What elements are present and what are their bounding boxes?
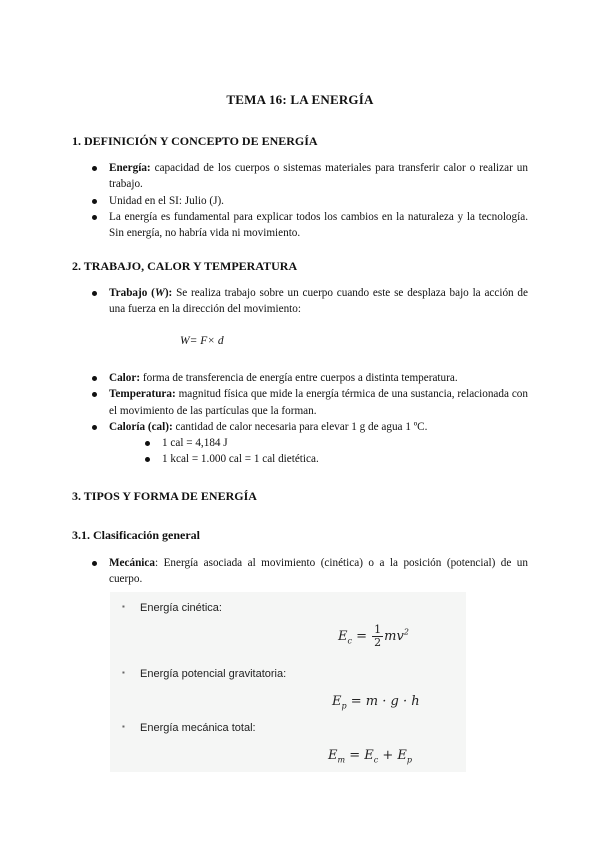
- eq-subscript: p: [406, 755, 413, 765]
- eq-denominator: 2: [374, 636, 382, 649]
- term-mecanica: Mecánica: [109, 557, 155, 569]
- eq-symbol: E: [338, 629, 348, 644]
- term-trabajo-close: ):: [164, 287, 173, 299]
- item-text: Se realiza trabajo sobre un cuerpo cuando este se desplaza bajo la acción de una fuerza en la dirección del movimiento:: [109, 287, 528, 316]
- item-text: : Energía asociada al movimiento (cinética) o a la posición (potencial) de un cuerpo.: [109, 557, 528, 586]
- list-item: [92, 370, 528, 386]
- eq-rhs: = m · g · h: [346, 694, 420, 709]
- work-formula: W= F× d: [180, 335, 224, 347]
- eq-subscript: c: [373, 755, 379, 765]
- eq-symbol: E: [332, 694, 342, 709]
- eq-subscript: c: [347, 636, 352, 646]
- item-text: forma de transferencia de energía entre cuerpos a distinta temperatura.: [140, 372, 458, 384]
- list-item: [92, 419, 528, 468]
- kinetic-energy-equation: [338, 624, 409, 649]
- item-text: magnitud física que mide la energía térmica de una sustancia, relacionada con el movimiento de las partículas que la forman.: [109, 388, 528, 417]
- sub-list-item: 1 cal = 4,184 J: [145, 435, 528, 451]
- section-1-heading: 1. DEFINICIÓN Y CONCEPTO DE ENERGÍA: [72, 134, 318, 148]
- section-2-list-a: [92, 285, 528, 318]
- section-2-list-b: [92, 370, 528, 468]
- item-text: Unidad en el SI: Julio (J).: [109, 194, 224, 207]
- list-item: [92, 555, 528, 588]
- energy-kinetic-label: ▪ Energía cinética:: [140, 602, 222, 614]
- eq-numerator: 1: [374, 623, 382, 636]
- term-trabajo: [109, 287, 172, 299]
- term-energia: Energía:: [109, 162, 151, 174]
- energy-potential-label: ▪ Energía potencial gravitatoria:: [140, 668, 286, 680]
- term-temperatura: Temperatura:: [109, 388, 176, 401]
- eq-fraction: [372, 624, 383, 649]
- item-text: capacidad de los cuerpos o sistemas materiales para transferir calor o realizar un trabajo.: [109, 162, 528, 191]
- term-trabajo-label: Trabajo (: [109, 287, 155, 299]
- eq-equals: =: [351, 629, 372, 644]
- energy-formulas-panel: [110, 592, 466, 772]
- page-title: TEMA 16: LA ENERGÍA: [226, 92, 374, 107]
- sub-list-item: 1 kcal = 1.000 cal = 1 cal dietética.: [145, 451, 528, 467]
- energy-mechanical-label: ▪ Energía mecánica total:: [140, 722, 256, 734]
- section-3-heading: 3. TIPOS Y FORMA DE ENERGÍA: [72, 489, 257, 503]
- list-item: [92, 285, 528, 318]
- section-2-heading: 2. TRABAJO, CALOR Y TEMPERATURA: [72, 259, 298, 273]
- list-item: [92, 386, 528, 419]
- eq-rhs: mv: [384, 629, 404, 644]
- list-item: [92, 209, 528, 242]
- mechanical-energy-equation: [328, 748, 412, 765]
- term-trabajo-var: W: [154, 287, 165, 299]
- item-text: cantidad de calor necesaria para elevar 1 g de agua 1 ºC.: [172, 420, 428, 433]
- caloria-sublist: [109, 435, 528, 468]
- list-item: [92, 160, 528, 193]
- section-1-list: [92, 160, 528, 241]
- eq-middle: = E: [345, 748, 374, 763]
- section-3-list: [92, 555, 528, 588]
- eq-subscript: p: [341, 701, 347, 711]
- eq-plus: + E: [378, 748, 407, 763]
- eq-symbol: E: [328, 748, 338, 763]
- term-calor: Calor:: [109, 372, 141, 384]
- eq-superscript: 2: [403, 627, 409, 637]
- potential-energy-equation: [332, 694, 420, 711]
- term-caloria: Caloría (cal):: [109, 420, 173, 433]
- list-item: [92, 193, 528, 209]
- item-text: La energía es fundamental para explicar todos los cambios en la naturaleza y la tecnología. Sin energía, no habría vida ni movimiento.: [109, 210, 528, 240]
- eq-subscript: m: [337, 755, 346, 765]
- section-3-1-heading: 3.1. Clasificación general: [72, 528, 200, 542]
